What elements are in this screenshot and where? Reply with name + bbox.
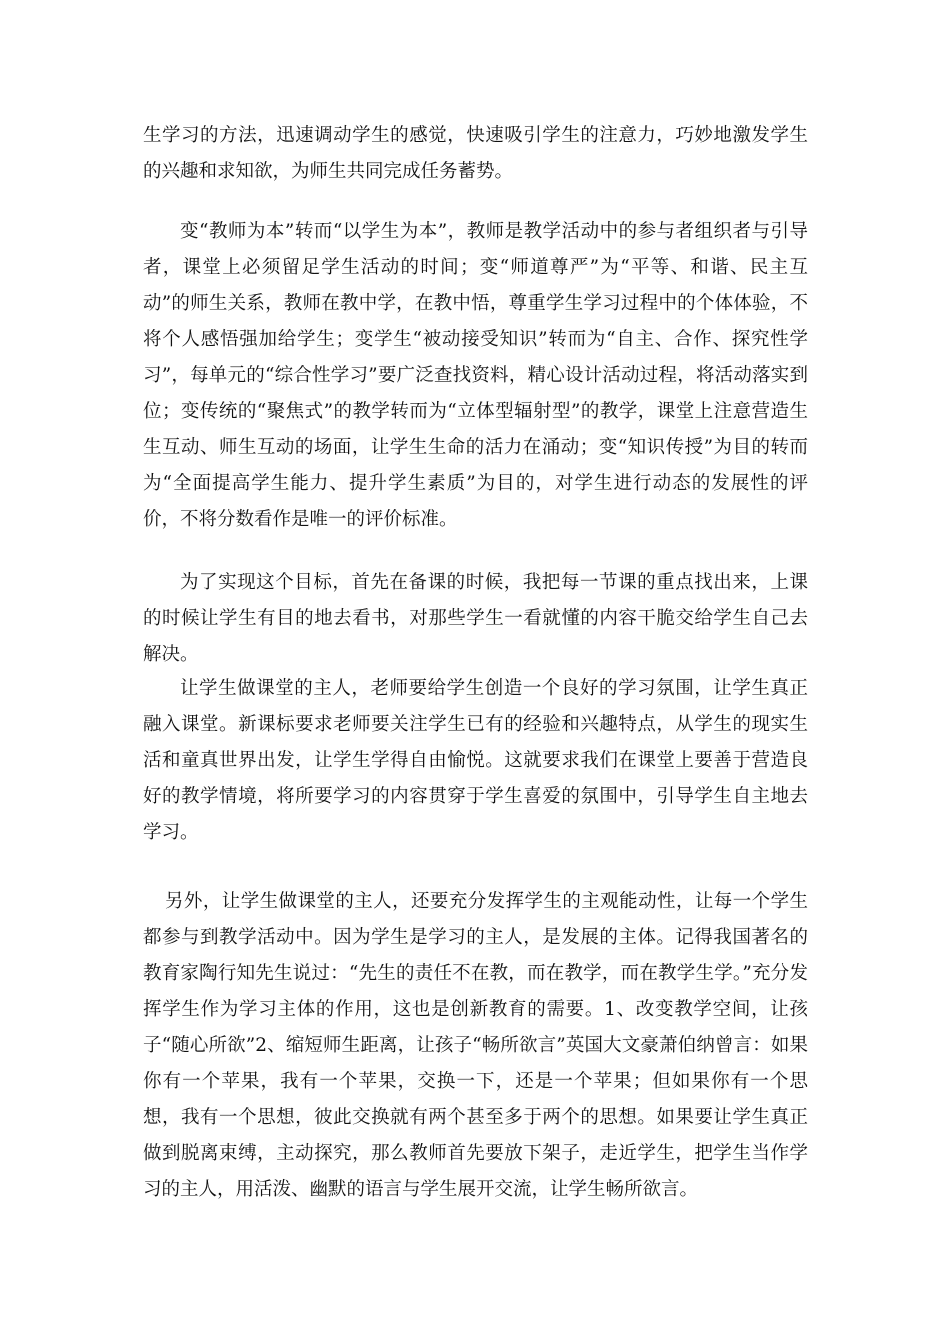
paragraph-student-initiative (143, 884, 808, 1208)
paragraph-text: 让学生做课堂的主人，老师要给学生创造一个良好的学习氛围，让学生真正融入课堂。新课标要求老师要关注学生已有的经验和兴趣特点，从学生的现实生活和童真世界出发，让学生学得自由愉悦。这就要求我们在课堂上要善于营造良好的教学情境，将所要学习的内容贯穿于学生喜爱的氛围中，引导学生自主地去学习。 (143, 678, 808, 843)
paragraph-lesson-prep (143, 565, 808, 673)
paragraph-text: 变“教师为本”转而“以学生为本”，教师是教学活动中的参与者组织者与引导者，课堂上必须留足学生活动的时间；变“师道尊严”为“平等、和谐、民主互动”的师生关系，教师在教中学，在教中悟，尊重学生学习过程中的个体体验，不将个人感悟强加给学生；变学生“被动接受知识”转而为“自主、合作、探究性学习”，每单元的“综合性学习”要广泛查找资料，精心设计活动过程，将活动落实到位；变传统的“聚焦式”的教学转而为“立体型辐射型”的教学，课堂上注意营造生生互动、师生互动的场面，让学生生命的活力在涌动；变“知识传授”为目的转而为“全面提高学生能力、提升学生素质”为目的，对学生进行动态的发展性的评价，不将分数看作是唯一的评价标准。 (143, 221, 808, 530)
paragraph-continuation (143, 118, 808, 190)
paragraph-text: 为了实现这个目标，首先在备课的时候，我把每一节课的重点找出来，上课的时候让学生有目的地去看书，对那些学生一看就懂的内容干脆交给学生自己去解决。 (143, 572, 808, 665)
paragraph-teaching-shift (143, 214, 808, 538)
paragraph-classroom-atmosphere (143, 671, 808, 851)
paragraph-text: 生学习的方法，迅速调动学生的感觉，快速吸引学生的注意力，巧妙地激发学生的兴趣和求知欲，为师生共同完成任务蓄势。 (143, 125, 808, 182)
paragraph-text: 另外，让学生做课堂的主人，还要充分发挥学生的主观能动性，让每一个学生都参与到教学活动中。因为学生是学习的主人，是发展的主体。记得我国著名的教育家陶行知先生说过：“先生的责任不在教，而在教学，而在教学生学。”充分发挥学生作为学习主体的作用，这也是创新教育的需要。1、改变教学空间，让孩子“随心所欲”2、缩短师生距离，让孩子“畅所欲言”英国大文豪萧伯纳曾言：如果你有一个苹果，我有一个苹果，交换一下，还是一个苹果；但如果你有一个思想，我有一个思想，彼此交换就有两个甚至多于两个的思想。如果要让学生真正做到脱离束缚，主动探究，那么教师首先要放下架子，走近学生，把学生当作学习的主人，用活泼、幽默的语言与学生展开交流，让学生畅所欲言。 (143, 891, 808, 1200)
